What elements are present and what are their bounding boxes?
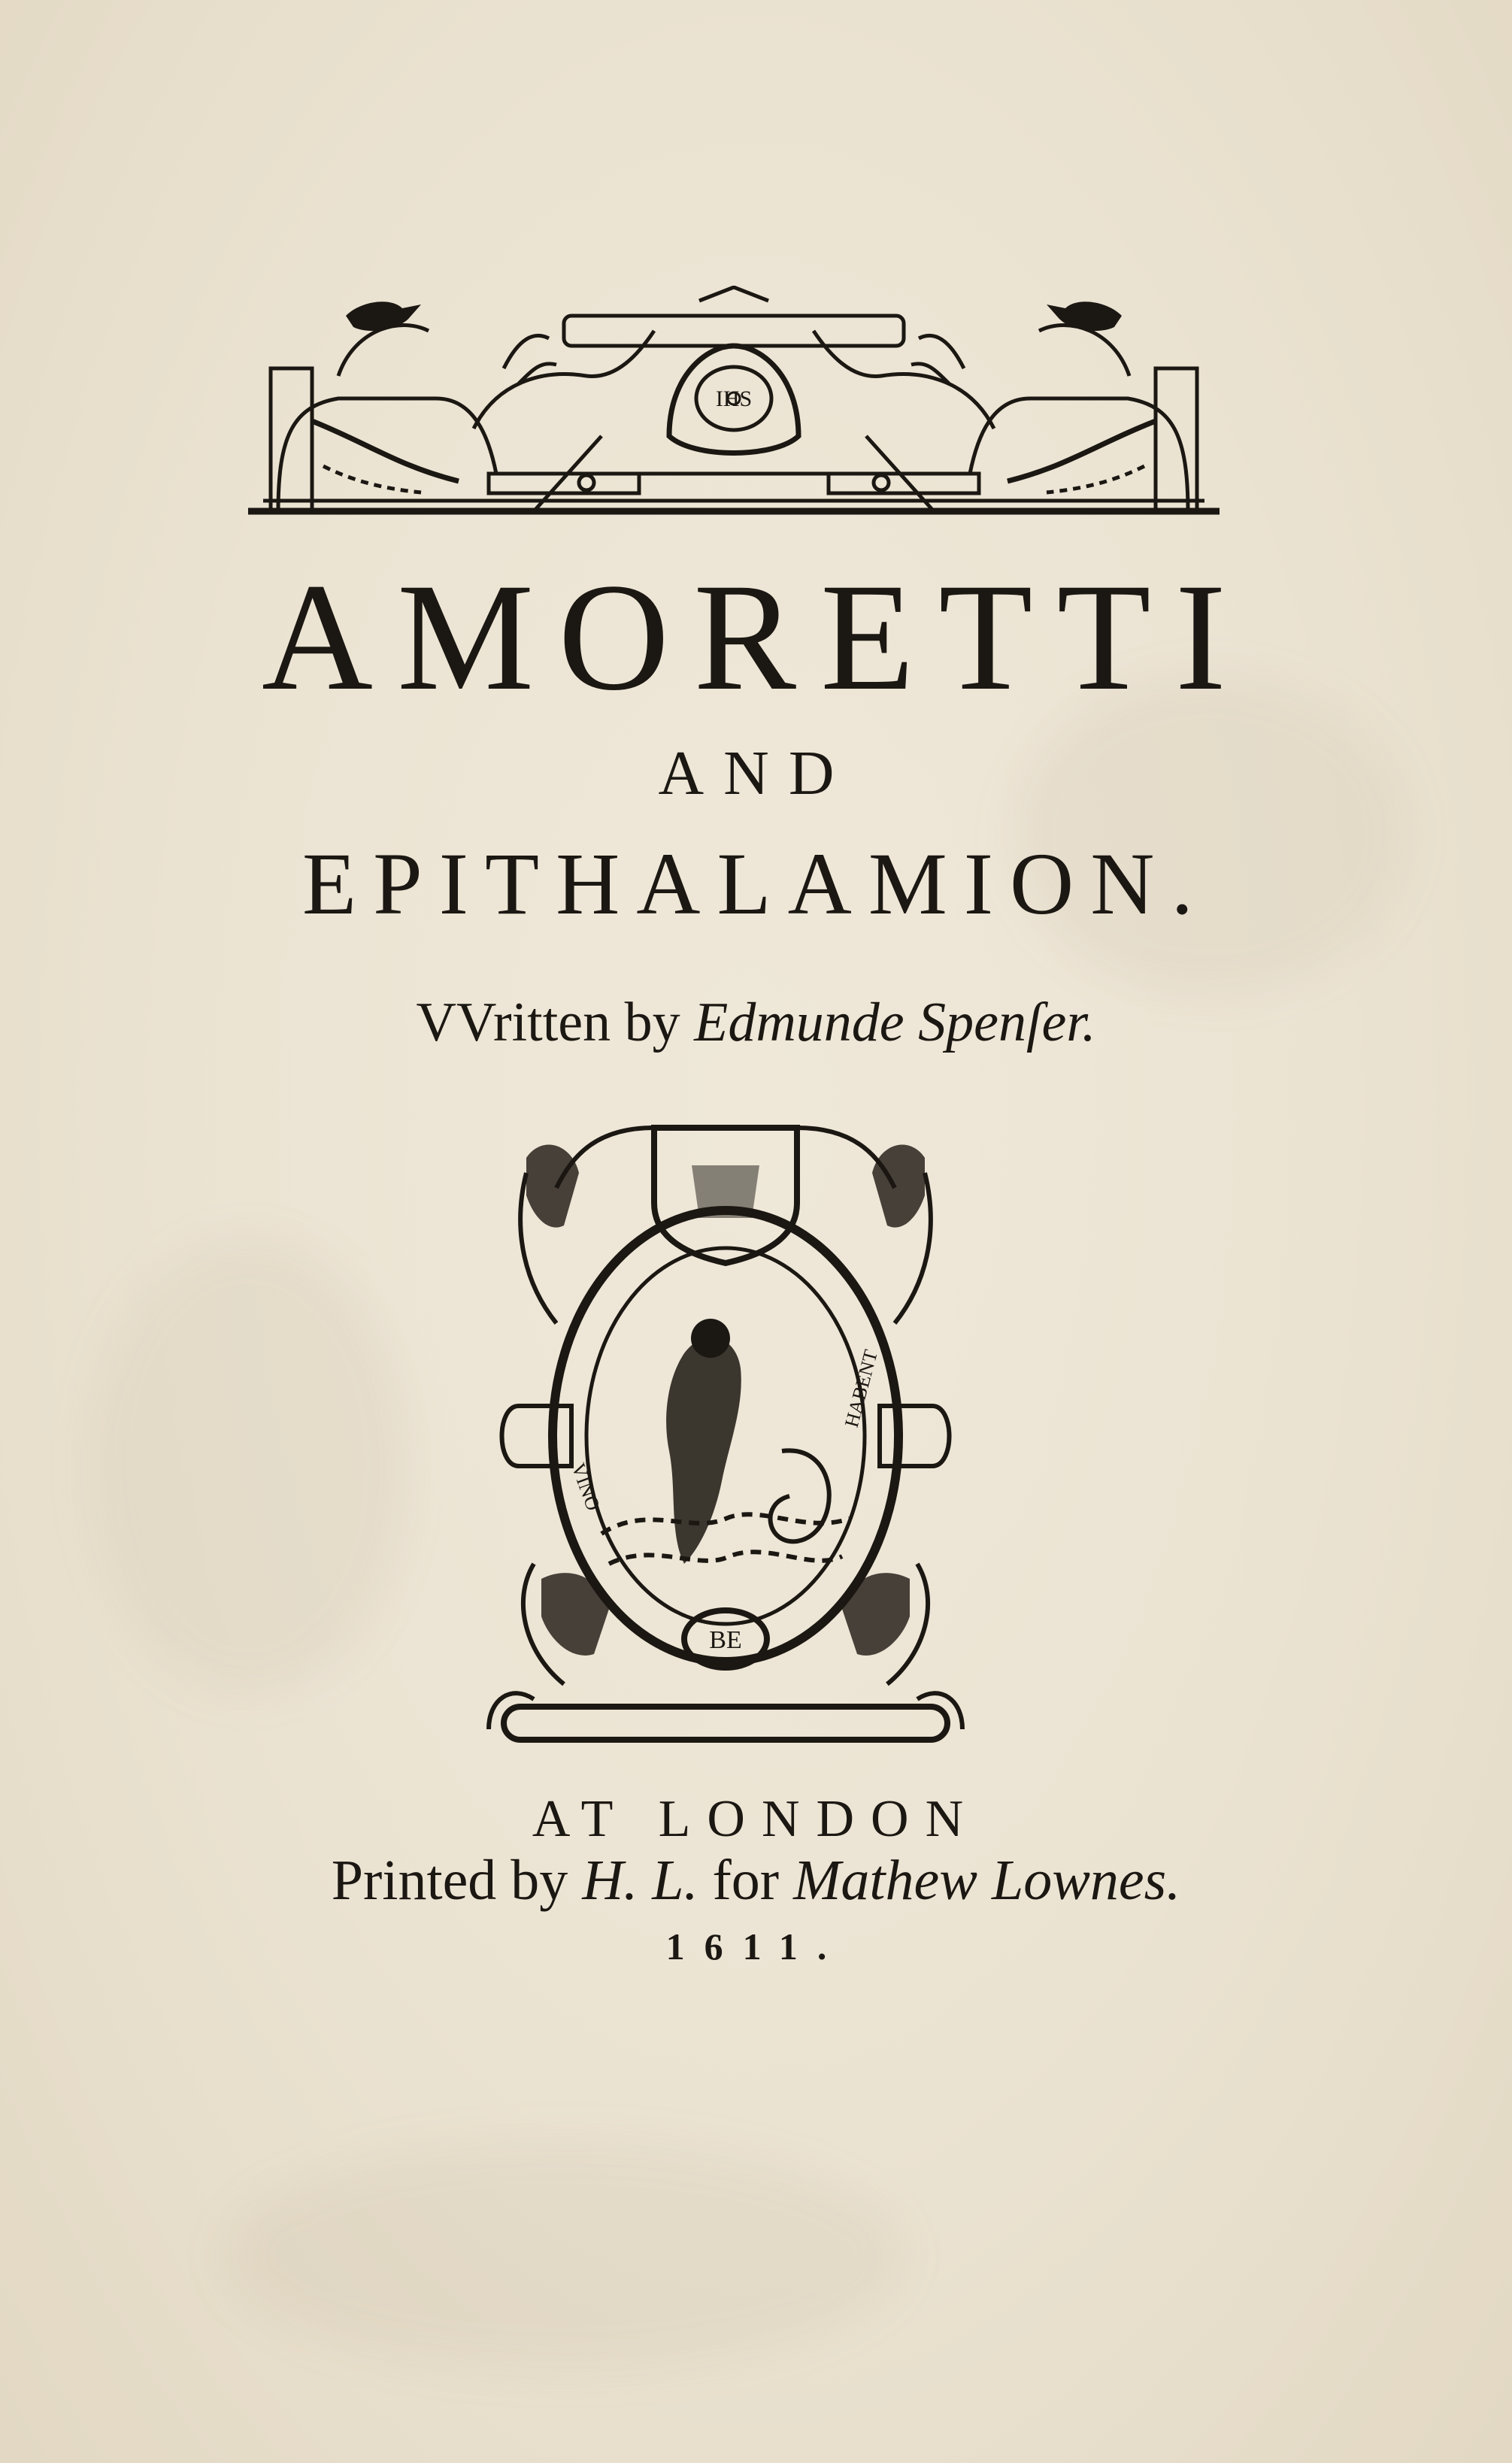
device-motto-left: VINO — [567, 1460, 604, 1514]
author-name: Edmunde Spenſer. — [694, 992, 1096, 1053]
title-amoretti: AMORETTI — [261, 552, 1251, 723]
imprint-prefix: Printed by — [331, 1849, 583, 1912]
imprint-line — [0, 1848, 1512, 1913]
imprint-year: 1611. — [665, 1925, 847, 1968]
printers-device-woodcut — [481, 1113, 970, 1752]
author-byline — [0, 991, 1512, 1055]
printer-name: H. L. — [582, 1849, 698, 1912]
device-motto-right: HABENT — [840, 1347, 883, 1430]
imprint-for: for — [698, 1849, 794, 1912]
imprint-place: AT LONDON — [532, 1790, 980, 1848]
bookseller-name: Mathew Lownes. — [793, 1849, 1181, 1912]
paper-stain — [226, 2143, 902, 2368]
device-initials: BE — [709, 1626, 742, 1654]
byline-prefix: VVritten by — [416, 992, 695, 1053]
ornamental-headpiece — [248, 286, 1220, 526]
headpiece-monogram: IHS — [715, 386, 753, 411]
title-epithalamion: EPITHALAMION. — [302, 835, 1210, 933]
paper-stain — [90, 1241, 406, 1692]
title-and: AND — [658, 738, 854, 808]
